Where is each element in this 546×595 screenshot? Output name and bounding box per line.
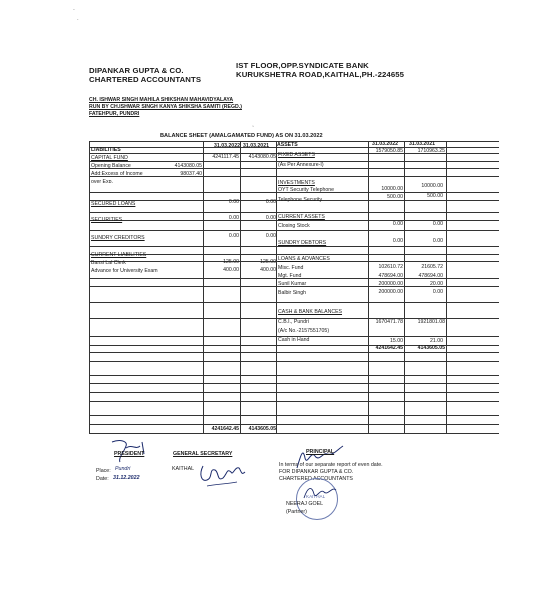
over-exp-label: over Exp. — [91, 179, 113, 183]
ac-no-label: (A/c No.-2157551705) — [278, 328, 330, 334]
sundry-creditors-y2: 0.00 — [265, 233, 276, 239]
telephone-security-label: Telephone Security — [278, 197, 323, 203]
misc-fund-y2: 21605.72 — [421, 264, 443, 270]
col-liab-y2: 31.03.2021 — [243, 143, 269, 149]
corner-mark: ` — [73, 10, 75, 16]
secured-loans-y2: 0.00 — [265, 199, 276, 205]
opening-balance-label: Opening Balance — [91, 163, 131, 169]
oyt-security-label: OYT Security Telephone — [278, 187, 335, 193]
liabilities-total-y1: 4241642.45 — [211, 426, 239, 432]
place-label: Place: — [96, 468, 111, 474]
closing-stock-label: Closing Stock — [278, 223, 310, 229]
advance-univ-label: Advance for University Exam — [91, 268, 158, 274]
mgt-fund-y1: 478694.00 — [378, 273, 403, 279]
secured-loans-y1: 0.00 — [228, 199, 239, 205]
telephone-security-y2: 500.00 — [427, 193, 443, 199]
entity-line2: RUN BY CH.ISHWAR SINGH KANYA SHIKSHA SAMITI (REGD.) — [89, 104, 242, 110]
col-liab-y1: 31.03.2022 — [214, 143, 240, 149]
col-asset-y2: 31.03.2021 — [409, 141, 435, 147]
add-excess-amount: 98037.40 — [180, 171, 202, 177]
oyt-security-y1: 10000.00 — [381, 186, 403, 192]
sunil-kumar-y1: 200000.00 — [378, 281, 403, 287]
corner-mark-2: . — [77, 16, 79, 22]
place-value: Pundri — [115, 466, 131, 472]
date-label: Date: — [96, 476, 109, 482]
sundry-creditors-label: SUNDRY CREDITORS — [91, 235, 145, 241]
stamp-text: KAITHAL — [306, 494, 326, 499]
add-excess-label: Add:Excess of Income — [91, 171, 143, 177]
mgt-fund-y2: 478694.00 — [418, 273, 443, 279]
sundry-debtors-y2: 0.00 — [432, 238, 443, 244]
secretary-signature — [197, 460, 249, 490]
sundry-creditors-y1: 0.00 — [228, 233, 239, 239]
firm-address-line2: KURUKSHETRA ROAD,KAITHAL,PH.-224655 — [236, 70, 405, 79]
capital-fund-y2: 4143080.05 — [248, 154, 276, 160]
president-label: PRESIDENT — [114, 451, 145, 457]
date-value: 31.12.2022 — [113, 475, 140, 481]
securities-y2: 0.00 — [265, 215, 276, 221]
secured-loans-label: SECURED LOANS — [91, 201, 136, 207]
misc-fund-y1: 102610.72 — [378, 264, 403, 270]
securities-y1: 0.00 — [228, 215, 239, 221]
mgt-fund-label: Mgt. Fund — [278, 273, 302, 279]
balbir-singh-y2: 0.00 — [432, 289, 443, 295]
capital-fund-y1: 4241117.45 — [212, 154, 239, 160]
partner-name: NEERAJ GOEL — [286, 501, 324, 507]
kaithal-label: KAITHAL — [172, 466, 195, 472]
sundry-debtors-y1: 0.00 — [392, 238, 403, 244]
fixed-assets-label: FIXED ASSETS — [278, 152, 315, 158]
oyt-security-y2: 10000.00 — [421, 183, 443, 188]
balance-sheet-title: BALANCE SHEET (AMALGAMATED FUND) AS ON 31.03.2022 — [160, 133, 323, 139]
sunil-kumar-label: Sunil Kumar — [278, 281, 307, 287]
col-asset-y1: 31.03.2022 — [372, 141, 398, 147]
assets-total-y2: 4143605.05 — [417, 345, 445, 351]
firm-designation: CHARTERED ACCOUNTANTS — [89, 75, 202, 84]
firm-address-line1: IST FLOOR,OPP.SYNDICATE BANK — [236, 61, 369, 70]
advance-univ-y2: 400.00 — [260, 267, 276, 273]
sunil-kumar-y2: 20.00 — [430, 281, 443, 287]
annexure-note: (As Per Annexure-I) — [278, 162, 324, 168]
partner-signature — [300, 482, 340, 502]
entity-line3: FATEHPUR, PUNDRI — [89, 111, 140, 117]
sundry-debtors-label: SUNDRY DEBTORS — [278, 240, 327, 246]
firm-name: DIPANKAR GUPTA & CO. — [89, 66, 184, 75]
cash-in-hand-y2: 21.00 — [430, 338, 443, 344]
cash-in-hand-label: Cash in Hand — [278, 337, 310, 343]
misc-fund-label: Misc. Fund — [278, 265, 304, 271]
bansi-lal-label: Bansi Lal Clerk — [91, 260, 126, 266]
cbi-label: C.B.I., Pundri — [278, 319, 309, 325]
col-liabilities: LIABILITIES — [91, 147, 121, 153]
securities-label: SECURITIES — [91, 217, 123, 223]
report-line1: In terms of our separate report of even date. — [279, 462, 383, 468]
closing-stock-y2: 0.00 — [432, 221, 443, 227]
closing-stock-y1: 0.00 — [392, 221, 403, 227]
report-line2: FOR DIPANKAR GUPTA & CO. — [279, 469, 354, 475]
fixed-assets-y2: 1710963.25 — [417, 148, 445, 154]
loans-advances-label: LOANS & ADVANCES — [278, 256, 330, 262]
current-assets-label: CURRENT ASSETS — [278, 214, 325, 220]
telephone-security-y1: 500.00 — [387, 194, 403, 200]
opening-balance-amount: 4143080.05 — [174, 163, 202, 169]
liabilities-total-y2: 4143605.05 — [248, 426, 276, 432]
advance-univ-y1: 400.00 — [223, 267, 239, 273]
cash-bank-label: CASH & BANK BALANCES — [278, 309, 343, 315]
report-line3: CHARTERED ACCOUNTANTS — [279, 476, 353, 482]
cbi-y2: 1921801.08 — [417, 319, 445, 325]
bansi-lal-y2: 125.00 — [260, 259, 276, 265]
current-liabilities-label: CURRENT LIABILITIES — [91, 252, 147, 258]
balbir-singh-label: Balbir Singh — [278, 290, 306, 296]
principal-label: PRINCIPAL — [306, 449, 335, 455]
assets-total-y1: 4241642.45 — [375, 345, 403, 351]
col-assets: ASSETS — [277, 142, 298, 148]
entity-line1: CH. ISHWAR SINGH MAHILA SHIKSHAN MAHAVIDYALAYA — [89, 97, 234, 103]
fixed-assets-y1: 1579050.85 — [375, 148, 403, 154]
general-secretary-label: GENERAL SECRETARY — [173, 451, 233, 457]
cash-in-hand-y1: 15.00 — [390, 338, 403, 344]
investments-label: INVESTMENTS — [278, 180, 315, 186]
balbir-singh-y1: 200000.00 — [378, 289, 403, 295]
capital-fund-label: CAPITAL FUND — [91, 155, 128, 161]
bansi-lal-y1: 125.00 — [223, 259, 239, 265]
mark-tick: ˒ — [252, 123, 254, 129]
partner-role: (Partner) — [286, 509, 307, 515]
cbi-y1: 1670471.78 — [375, 319, 403, 325]
